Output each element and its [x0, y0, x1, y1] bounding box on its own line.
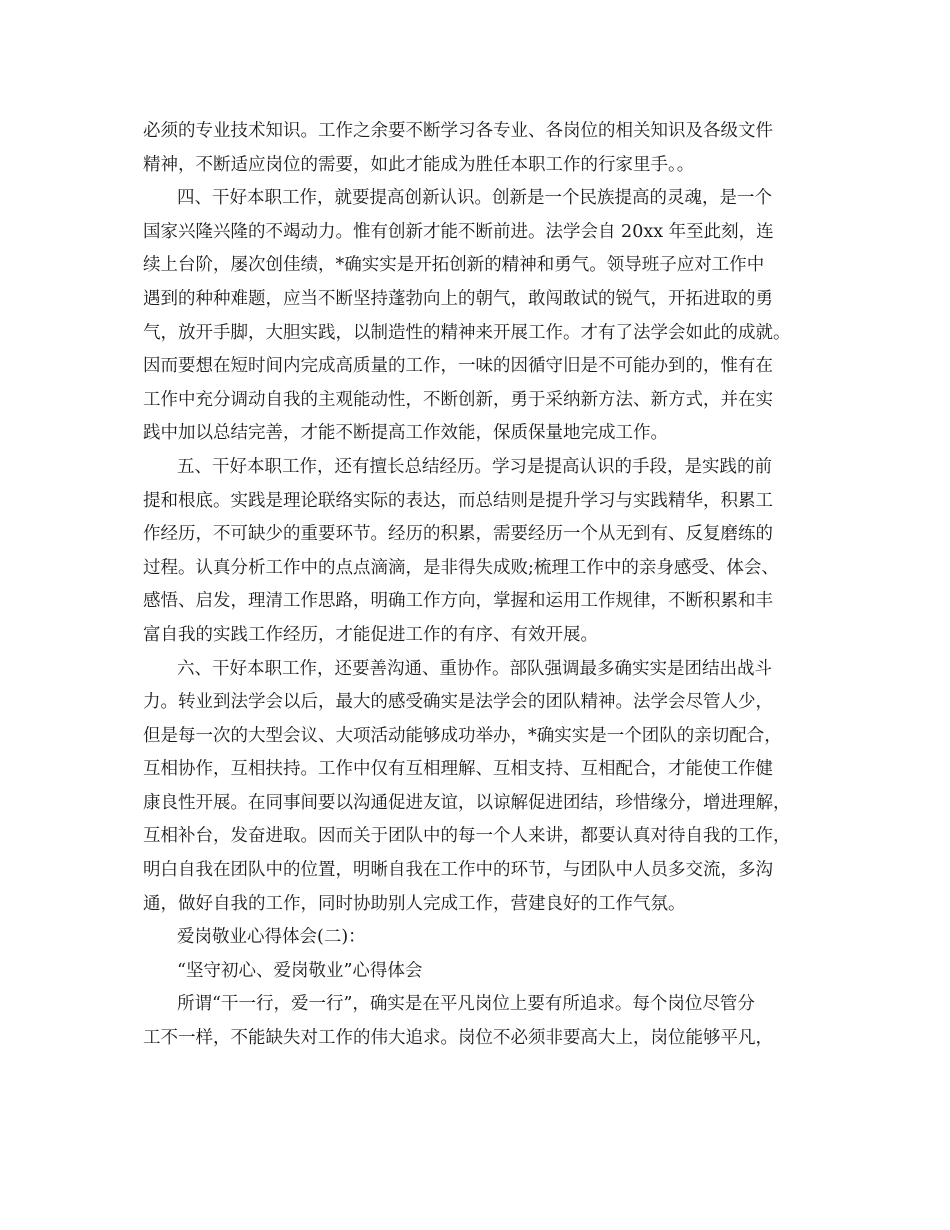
text-line: 续上台阶，屡次创佳绩，*确实实是开拓创新的精神和勇气。领导班子应对工作中	[143, 255, 765, 276]
text-line: 六、干好本职工作，还要善沟通、重协作。部队强调最多确实实是团结出战斗	[177, 658, 772, 679]
text-line: 力。转业到法学会以后，最大的感受确实是法学会的团队精神。法学会尽管人少，	[143, 692, 773, 713]
text-line: 富自我的实践工作经历，才能促进工作的有序、有效开展。	[143, 624, 598, 645]
text-line: 互相补台，发奋进取。因而关于团队中的每一个人来讲，都要认真对待自我的工作，	[143, 826, 791, 847]
text-line: 过程。认真分析工作中的点点滴滴，是非得失成败;梳理工作中的亲身感受、体会、	[143, 557, 779, 578]
text-line: 康良性开展。在同事间要以沟通促进友谊，以谅解促进团结，珍惜缘分，增进理解，	[143, 792, 791, 813]
text-line: “坚守初心、爱岗敬业”心得体会	[177, 960, 423, 981]
text-line: 五、干好本职工作，还有擅长总结经历。学习是提高认识的手段，是实践的前	[177, 456, 772, 477]
text-line: 通，做好自我的工作，同时协助别人完成工作，营建良好的工作气氛。	[143, 893, 686, 914]
document-body	[143, 115, 811, 1056]
text-line: 必须的专业技术知识。工作之余要不断学习各专业、各岗位的相关知识及各级文件	[143, 121, 773, 141]
text-line: 精神，不断适应岗位的需要，如此才能成为胜任本职工作的行家里手。。	[143, 154, 695, 175]
text-line: 遇到的种种难题，应当不断坚持蓬勃向上的朝气，敢闯敢试的锐气，开拓进取的勇	[143, 288, 773, 309]
text-line: 气，放开手脚，大胆实践，以制造性的精神来开展工作。才有了法学会如此的成就。	[143, 322, 791, 343]
text-line: 所谓“干一行，爱一行”，确实是在平凡岗位上要有所追求。每个岗位尽管分	[177, 994, 755, 1015]
text-line: 工作中充分调动自我的主观能动性，不断创新，勇于采纳新方法、新方式，并在实	[143, 389, 773, 410]
text-line: 爱岗敬业心得体会(二)：	[177, 927, 366, 948]
text-line: 互相协作，互相扶持。工作中仅有互相理解、互相支持、互相配合，才能使工作健	[143, 759, 773, 780]
text-line: 国家兴隆兴隆的不竭动力。惟有创新才能不断前进。法学会自 20xx 年至此刻，连	[143, 221, 774, 242]
text-line: 践中加以总结完善，才能不断提高工作效能，保质保量地完成工作。	[143, 423, 668, 444]
text-line: 四、干好本职工作，就要提高创新认识。创新是一个民族提高的灵魂，是一个	[177, 188, 772, 209]
text-line: 明白自我在团队中的位置，明晰自我在工作中的环节，与团队中人员多交流，多沟	[143, 860, 773, 881]
text-line: 感悟、启发，理清工作思路，明确工作方向，掌握和运用工作规律，不断积累和丰	[143, 591, 773, 612]
text-line: 但是每一次的大型会议、大项活动能够成功举办，*确实实是一个团队的亲切配合，	[143, 725, 782, 746]
text-line: 因而要想在短时间内完成高质量的工作，一味的因循守旧是不可能办到的，惟有在	[143, 356, 773, 377]
text-line: 提和根底。实践是理论联络实际的表达，而总结则是提升学习与实践精华，积累工	[143, 490, 773, 511]
text-line: 工不一样，不能缺失对工作的伟大追求。岗位不必须非要高大上，岗位能够平凡，	[143, 1028, 773, 1049]
text-line: 作经历，不可缺少的重要环节。经历的积累，需要经历一个从无到有、反复磨练的	[143, 524, 773, 545]
